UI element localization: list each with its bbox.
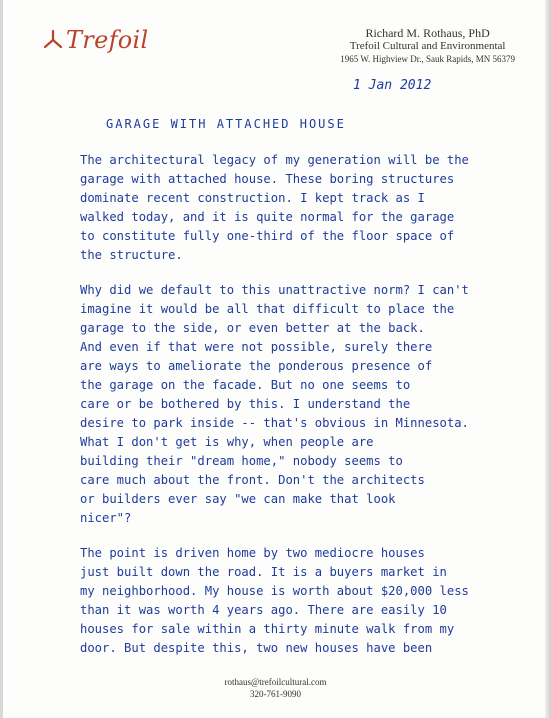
body-line: The architectural legacy of my generation will be the [80, 153, 469, 167]
body-line: my neighborhood. My house is worth about $20,000 less [80, 584, 469, 598]
body-line: What I don't get is why, when people are [80, 435, 374, 449]
body-line: houses for sale within a thirty minute walk from my [80, 622, 455, 636]
trefoil-logo-icon [42, 29, 64, 51]
body-line: the structure. [80, 248, 183, 262]
body-line: The point is driven home by two mediocre houses [80, 546, 425, 560]
sender-organization: Trefoil Cultural and Environmental [349, 40, 506, 52]
page-left-edge [0, 0, 3, 718]
body-line: care or be bothered by this. I understand the [80, 397, 411, 411]
body-line: imagine it would be all that difficult to place the [80, 302, 455, 316]
body-line: garage with attached house. These boring structures [80, 172, 455, 186]
body-line: than it was worth 4 years ago. There are easily 10 [80, 603, 447, 617]
body-line: And even if that were not possible, surely there [80, 340, 433, 354]
body-line: care much about the front. Don't the architects [80, 473, 425, 487]
letter-title: GARAGE WITH ATTACHED HOUSE [106, 117, 346, 131]
letterhead-block [340, 26, 515, 65]
body-line: are ways to ameliorate the ponderous presence of [80, 359, 433, 373]
footer-email: rothaus@trefoilcultural.com [224, 677, 327, 687]
letter-date: 1 Jan 2012 [353, 78, 432, 93]
logo-wordmark: Trefoil [66, 26, 149, 54]
page-right-edge-shadow [545, 0, 551, 718]
body-line: walked today, and it is quite normal for the garage [80, 210, 455, 224]
sender-name: Richard M. Rothaus, PhD [365, 26, 490, 40]
body-line: nicer"? [80, 511, 132, 525]
body-line: Why did we default to this unattractive norm? I can't [80, 283, 469, 297]
body-line: building their "dream home," nobody seems to [80, 454, 403, 468]
body-line: dominate recent construction. I kept track as I [80, 191, 425, 205]
body-line: or builders ever say "we can make that look [80, 492, 396, 506]
body-line: to constitute fully one-third of the floor space of [80, 229, 455, 243]
letter-footer [0, 676, 551, 700]
footer-phone: 320-761-9090 [250, 689, 301, 699]
body-line: desire to park inside -- that's obvious in Minnesota. [80, 416, 469, 430]
body-line: door. But despite this, two new houses have been [80, 641, 433, 655]
trefoil-logo [42, 26, 148, 54]
body-line: just built down the road. It is a buyers market in [80, 565, 447, 579]
sender-address: 1965 W. Highview Dr., Sauk Rapids, MN 56379 [340, 54, 515, 64]
body-line: garage to the side, or even better at the back. [80, 321, 425, 335]
body-line: the garage on the facade. But no one seems to [80, 378, 411, 392]
